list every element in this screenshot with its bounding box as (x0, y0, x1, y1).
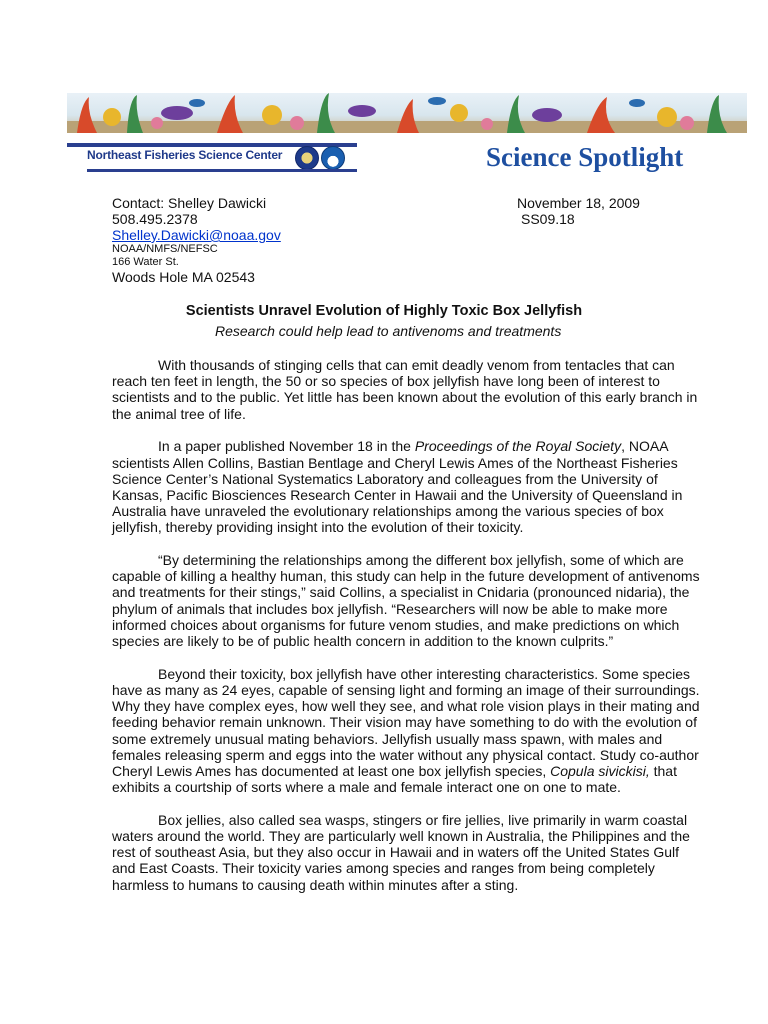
contact-city: Woods Hole MA 02543 (112, 269, 255, 285)
article-headline: Scientists Unravel Evolution of Highly Toxic Box Jellyfish (185, 303, 583, 319)
contact-block (112, 195, 281, 285)
noaa-logo-icon (321, 146, 345, 170)
sea-life-banner (67, 93, 747, 133)
coral-reef-icon (67, 93, 747, 133)
contact-street: 166 Water St. (112, 256, 179, 268)
release-meta (517, 195, 640, 227)
paragraph-3: “By determining the relationships among the different box jellyfish, some of which are capable of killing a healthy human, this study can help in the future development of antivenoms and treatments for their stings,” said Collins, a specialist in Cnidaria (pronounced nidaria), the phylum of animals that includes box jellyfish. “Researchers will now be able to make more informed choices about organisms for future venom studies, and make predictions on which species are likely to be of public health concern in addition to the known culprits.” (112, 552, 700, 650)
journal-name: Proceedings of the Royal Society (414, 438, 622, 455)
article-body (112, 357, 702, 909)
paragraph-2 (112, 438, 702, 535)
p2-text-a: In a paper published November 18 in the (158, 438, 415, 455)
article-subhead: Research could help lead to antivenoms and treatments (215, 323, 562, 339)
contact-name: Contact: Shelley Dawicki (112, 195, 267, 211)
contact-email-link[interactable]: Shelley.Dawicki@noaa.gov (112, 227, 281, 243)
contact-org: NOAA/NMFS/NEFSC (112, 243, 218, 255)
release-date: November 18, 2009 (517, 195, 640, 211)
paragraph-1: With thousands of stinging cells that can emit deadly venom from tentacles that can reach ten feet in length, the 50 or so species of box jellyfish have long been of interest to scientists and to the public. Yet little has been known about the evolution of this early branch in the animal tree of life. (112, 357, 698, 422)
paragraph-5: Box jellies, also called sea wasps, stingers or fire jellies, live primarily in warm coastal waters around the world. They are particularly well known in Australia, the Philippines and the rest of southeast Asia, but they also occur in Hawaii and in waters off the United States Gulf and East Coasts. Their toxicity varies among species and ranges from being completely harmless to humans to causing death within minutes after a sting. (112, 811, 690, 893)
commerce-seal-icon (295, 146, 319, 170)
nefsc-logo (67, 143, 357, 173)
p4-text-b: that exhibits a courtship of sorts where a male and female interact one on one to mate. (112, 762, 677, 796)
logo-rule-top (67, 143, 357, 147)
p2-text-b: , NOAA scientists Allen Collins, Bastian Bentlage and Cheryl Lewis Ames of the Northeast Fisheries Science Center’s National Systematics Laboratory and colleagues from the University of Kansas, Pacific Biosciences Research Center in Hawaii and the University of Queensland in Australia have unraveled the evolutionary relationships among the various species of box jellyfish, thereby providing insight into the evolution of their toxicity. (112, 438, 683, 536)
logo-rule-bottom (87, 169, 357, 172)
contact-phone: 508.495.2378 (112, 211, 198, 227)
paragraph-4 (112, 666, 702, 796)
p4-text-a: Beyond their toxicity, box jellyfish have other interesting characteristics. Some species have as many as 24 eyes, capable of sensing light and forming an image of their surroundings. Why they have complex eyes, how well they see, and what role vision plays in their mating and feeding behavior remain unknown. Their vision may have something to do with the evolution of some extremely unusual mating behaviors. Jellyfish usually mass spawn, with males and females releasing sperm and eggs into the water without any physical contact. Study co-author Cheryl Lewis Ames has documented at least one box jellyfish species, (112, 665, 700, 779)
org-name: Northeast Fisheries Science Center (87, 148, 283, 162)
species-name: Copula sivickisi, (550, 762, 650, 779)
release-id: SS09.18 (521, 211, 575, 227)
publication-title: Science Spotlight (486, 142, 684, 172)
